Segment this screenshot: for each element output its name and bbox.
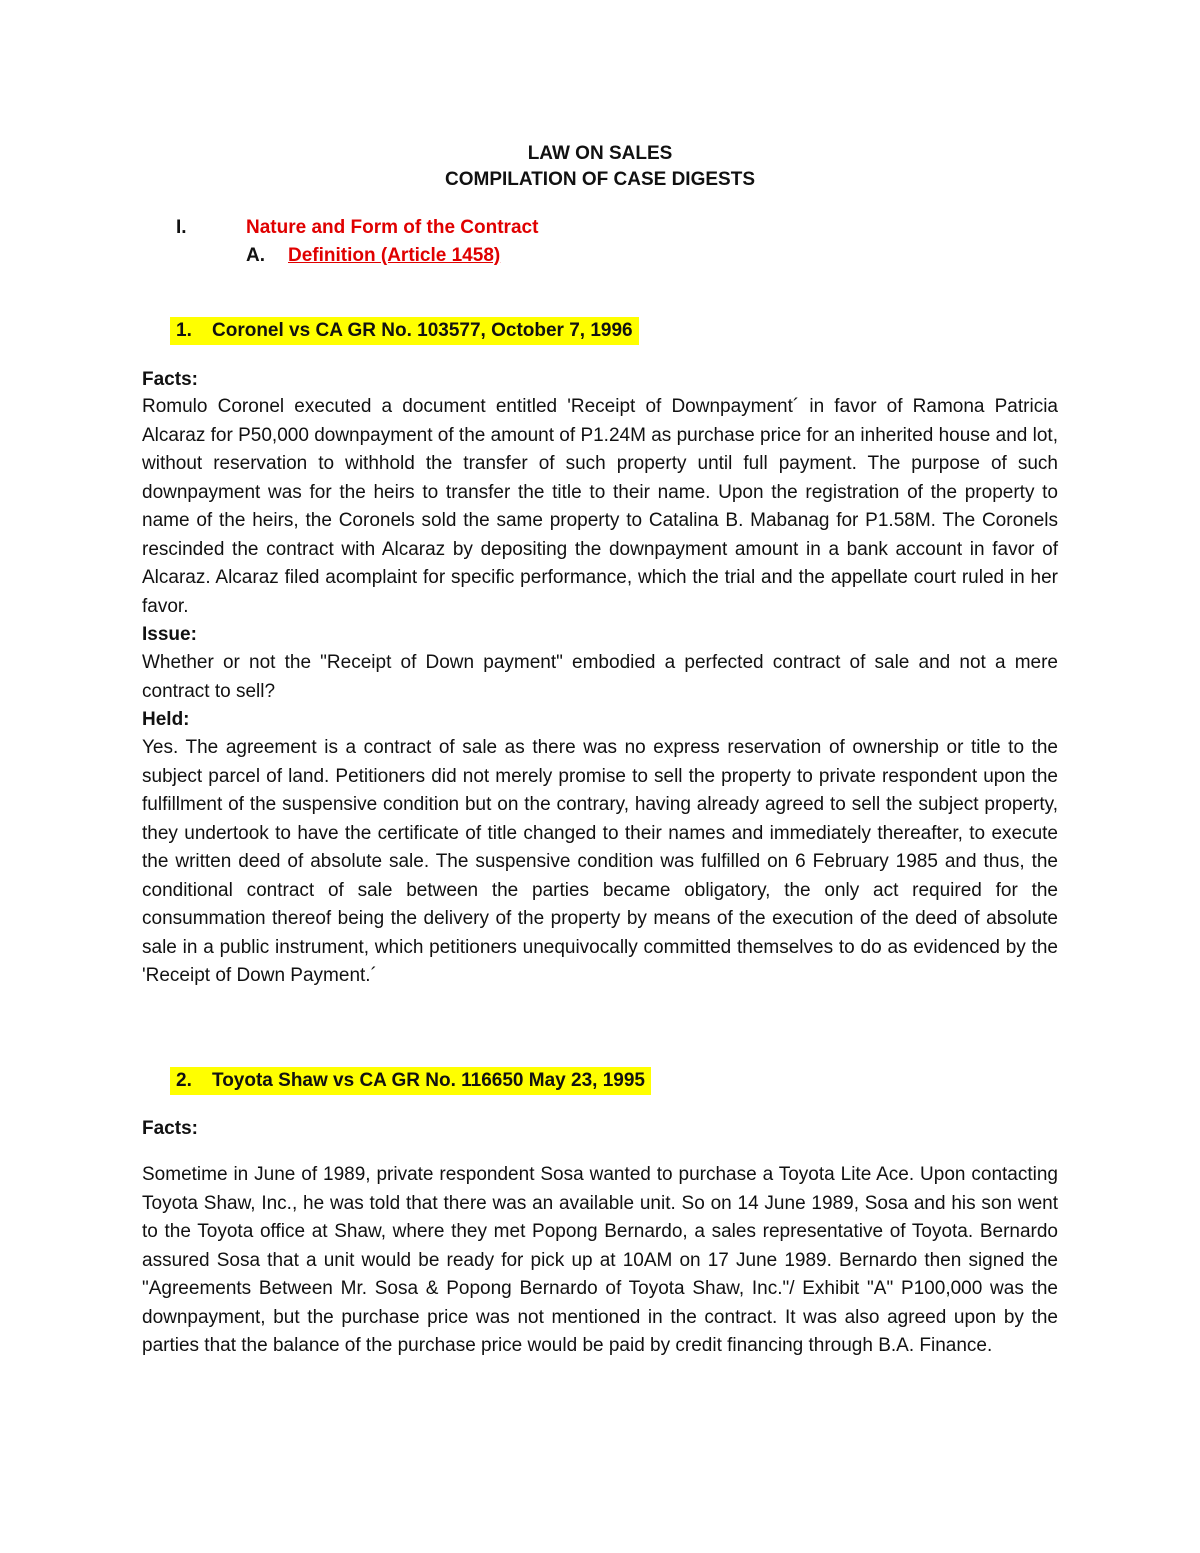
issue-label: Issue: bbox=[142, 624, 197, 645]
case-facts: Romulo Coronel executed a document entitled 'Receipt of Downpayment´ in favor of Ramona Patricia Alcaraz for P50,000 downpayment of the amount of P1.24M as purchase price for an inherited house and lot, without reservation to withhold the transfer of such property until full payment. The purpose of such downpayment was for the heirs to transfer the title to their name. Upon the registration of the property to name of the heirs, the Coronels sold the same property to Catalina B. Mabanag for P1.58M. The Coronels rescinded the contract with Alcaraz by depositing the downpayment amount in a bank account in favor of Alcaraz. Alcaraz filed acomplaint for specific performance, which the trial and the appellate court ruled in her favor. bbox=[142, 396, 1058, 617]
facts-label: Facts: bbox=[142, 369, 198, 390]
subsection-letter: A. bbox=[246, 245, 265, 266]
case-held: Yes. The agreement is a contract of sale as there was no express reservation of ownership or title to the subject parcel of land. Petitioners did not merely promise to sell the property to private respondent upon the fulfillment of the suspensive condition but on the contrary, having already agreed to sell the subject property, they undertook to have the certificate of title changed to their names and immediately thereafter, to execute the written deed of absolute sale. The suspensive condition was fulfilled on 6 February 1985 and thus, the conditional contract of sale between the parties became obligatory, the only act required for the consummation thereof being the delivery of the property by means of the execution of the deed of absolute sale in a public instrument, which petitioners unequivocally committed themselves to do as evidenced by the 'Receipt of Down Payment.´ bbox=[142, 737, 1058, 986]
case-number: 1. bbox=[176, 320, 192, 341]
document-title: LAW ON SALES bbox=[527, 143, 673, 164]
document-subtitle: COMPILATION OF CASE DIGESTS bbox=[445, 169, 755, 190]
section-number: I. bbox=[176, 217, 187, 238]
case-issue: Whether or not the "Receipt of Down payment" embodied a perfected contract of sale and not a mere contract to sell? bbox=[142, 652, 1058, 702]
case-title: Toyota Shaw vs CA GR No. 116650 May 23, 1995 bbox=[212, 1070, 645, 1091]
facts-label: Facts: bbox=[142, 1118, 198, 1139]
case-facts: Sometime in June of 1989, private respondent Sosa wanted to purchase a Toyota Lite Ace. Upon contacting Toyota Shaw, Inc., he was told that there was an available unit. So on 14 June 1989, Sosa and his son went to the Toyota office at Shaw, where they met Popong Bernardo, a sales representative of Toyota. Bernardo assured Sosa that a unit would be ready for pick up at 10AM on 17 June 1989. Bernardo then signed the "Agreements Between Mr. Sosa & Popong Bernardo of Toyota Shaw, Inc."/ Exhibit "A" P100,000 was the downpayment, but the purchase price was not mentioned in the contract. It was also agreed upon by the parties that the balance of the purchase price would be paid by credit financing through B.A. Finance. bbox=[142, 1164, 1058, 1356]
subsection-title: Definition (Article 1458) bbox=[288, 245, 501, 266]
case-number: 2. bbox=[176, 1070, 192, 1091]
case-heading-2 bbox=[170, 1067, 651, 1095]
case-title: Coronel vs CA GR No. 103577, October 7, 1996 bbox=[212, 320, 633, 341]
held-label: Held: bbox=[142, 709, 190, 730]
section-title: Nature and Form of the Contract bbox=[246, 217, 539, 238]
case-heading-1 bbox=[170, 317, 639, 345]
